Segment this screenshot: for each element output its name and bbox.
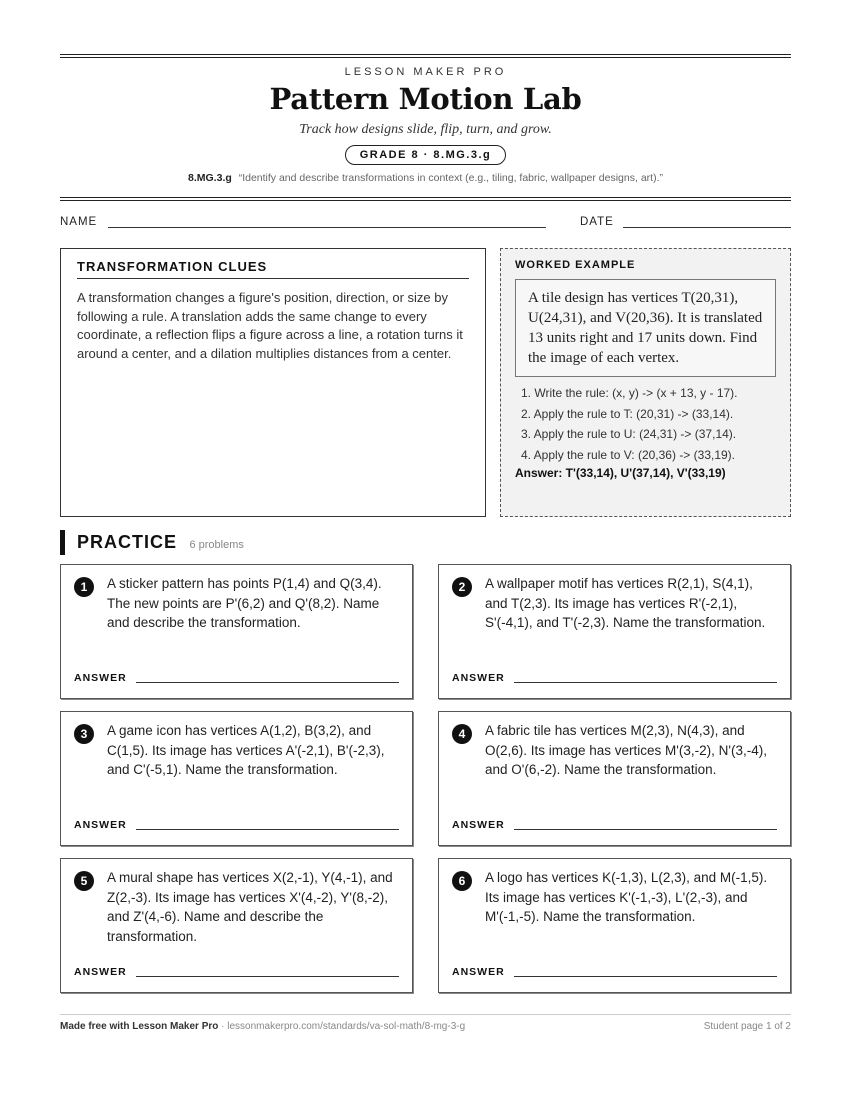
problem-card <box>438 564 791 699</box>
answer-row <box>452 672 777 686</box>
date-label: DATE <box>580 216 614 228</box>
answer-row <box>452 819 777 833</box>
problem-text: A logo has vertices K(-1,3), L(2,3), and M(-1,5). Its image has vertices K'(-1,-3), L'(2,-3), and M'(-1,-5). Name the transformation. <box>485 870 768 924</box>
problem-text: A mural shape has vertices X(2,-1), Y(4,-1), and Z(2,-3). Its image has vertices X'(4,-2), Y'(8,-2), and Z'(4,-6). Name and describe the transformation. <box>107 870 393 944</box>
name-field[interactable] <box>108 227 546 228</box>
answer-row <box>74 819 399 833</box>
answer-row <box>74 966 399 980</box>
header-bottom-rule <box>60 197 791 201</box>
worked-step: 4. Apply the rule to V: (20,36) -> (33,19). <box>521 447 736 462</box>
transformation-clues-box <box>60 248 486 517</box>
answer-label: ANSWER <box>452 819 505 831</box>
worksheet-header <box>60 66 791 184</box>
answer-field[interactable] <box>514 682 777 683</box>
answer-field[interactable] <box>136 682 399 683</box>
problem-card <box>60 858 413 993</box>
worked-example-problem: A tile design has vertices T(20,31), U(24,31), and V(20,36). It is translated 13 units right and 17 units down. Find the image of each vertex. <box>515 279 776 377</box>
footer-made-with: Made free with Lesson Maker Pro <box>60 1021 219 1032</box>
answer-field[interactable] <box>136 976 399 977</box>
worked-example-title: WORKED EXAMPLE <box>515 259 636 271</box>
problem-text: A fabric tile has vertices M(2,3), N(4,3), and O(2,6). Its image has vertices M'(3,-2), N'(3,-4), and O'(6,-2). Name the transformation. <box>485 723 767 777</box>
page-footer <box>60 1014 791 1034</box>
worked-step: 3. Apply the rule to U: (24,31) -> (37,14). <box>521 427 737 441</box>
clues-title: TRANSFORMATION CLUES <box>77 259 469 279</box>
answer-label: ANSWER <box>452 672 505 684</box>
grade-badge: GRADE 8 · 8.MG.3.g <box>345 145 507 165</box>
problem-number: 1 <box>74 577 94 597</box>
footer-url[interactable]: · lessonmakerpro.com/standards/va-sol-math/8-mg-3-g <box>218 1021 466 1032</box>
practice-header <box>60 530 244 555</box>
problem-number: 6 <box>452 871 472 891</box>
problem-number: 5 <box>74 871 94 891</box>
problem-number: 3 <box>74 724 94 744</box>
practice-title: PRACTICE <box>77 532 178 552</box>
answer-label: ANSWER <box>74 672 127 684</box>
practice-count: 6 problems <box>189 539 244 551</box>
answer-label: ANSWER <box>74 819 127 831</box>
brand-name: LESSON MAKER PRO <box>344 66 507 78</box>
answer-field[interactable] <box>514 976 777 977</box>
problem-text: A wallpaper motif has vertices R(2,1), S(4,1), and T(2,3). Its image has vertices R'(-2,1), S'(-4,1), and T'(-2,3). Name the transformation. <box>485 576 766 630</box>
problem-text: A sticker pattern has points P(1,4) and Q(3,4). The new points are P'(6,2) and Q'(8,2). Name and describe the transformation. <box>107 576 382 630</box>
answer-label: ANSWER <box>452 966 505 978</box>
answer-row <box>452 966 777 980</box>
standard-line <box>60 172 791 184</box>
problem-card <box>438 711 791 846</box>
worked-example-steps <box>515 383 776 465</box>
problem-card <box>438 858 791 993</box>
footer-page-number: Student page 1 of 2 <box>703 1021 791 1032</box>
clues-body: A transformation changes a figure's position, direction, or size by following a rule. A translation adds the same change to every coordinate, a reflection flips a figure across a line, a rotation turns it around a center, and a dilation multiplies distances from a center. <box>77 290 463 361</box>
page-subtitle: Track how designs slide, flip, turn, and grow. <box>299 122 552 137</box>
problem-number: 4 <box>452 724 472 744</box>
worked-example-box <box>500 248 791 517</box>
answer-row <box>74 672 399 686</box>
page-title: Pattern Motion Lab <box>269 82 582 116</box>
worked-step: 2. Apply the rule to T: (20,31) -> (33,14). <box>521 406 734 421</box>
date-field[interactable] <box>623 227 791 228</box>
top-rule <box>60 54 791 58</box>
answer-field[interactable] <box>136 829 399 830</box>
answer-label: ANSWER <box>74 966 127 978</box>
worked-step: 1. Write the rule: (x, y) -> (x + 13, y - 17). <box>521 386 738 400</box>
problem-card <box>60 564 413 699</box>
standard-code: 8.MG.3.g <box>188 172 232 184</box>
problem-text: A game icon has vertices A(1,2), B(3,2), and C(1,5). Its image has vertices A'(-2,1), B'(-2,3), and C'(-5,1). Name the transformation. <box>107 723 385 777</box>
answer-field[interactable] <box>514 829 777 830</box>
standard-text: “Identify and describe transformations in context (e.g., tiling, fabric, wallpaper designs, art).” <box>238 172 663 184</box>
worked-example-answer: Answer: T'(33,14), U'(37,14), V'(33,19) <box>515 466 726 480</box>
name-label: NAME <box>60 216 98 228</box>
problem-number: 2 <box>452 577 472 597</box>
problem-card <box>60 711 413 846</box>
name-date-row <box>60 216 791 230</box>
